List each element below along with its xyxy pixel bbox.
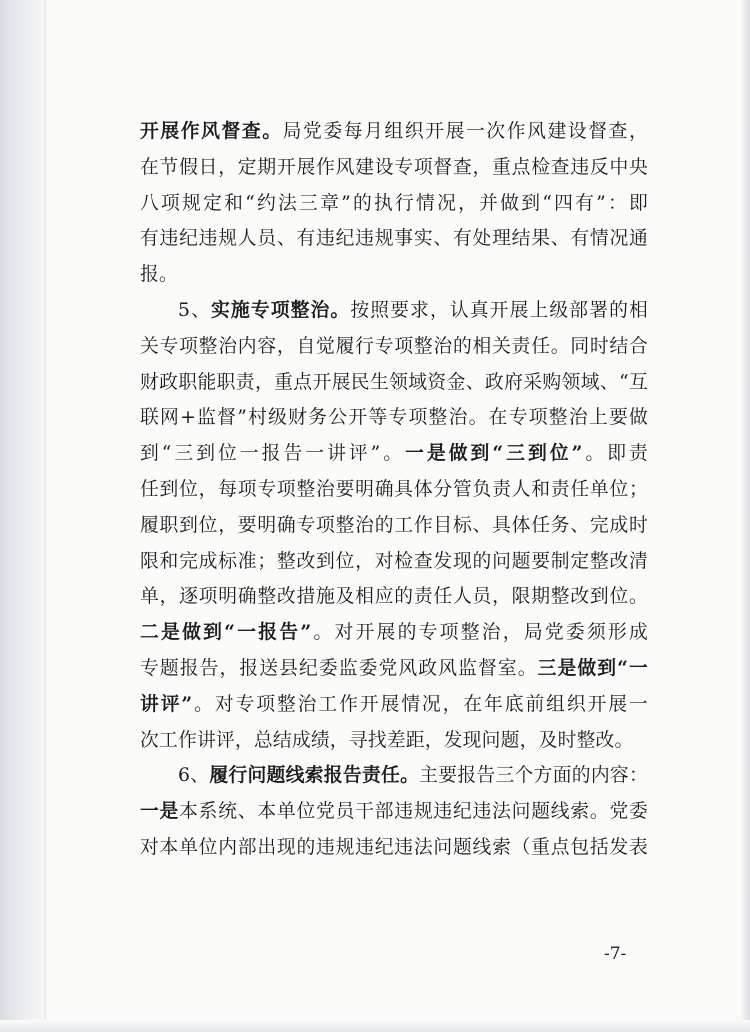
text-line	[140, 365, 648, 401]
bold-text-segment: 讲评”	[140, 692, 193, 715]
text-line	[140, 150, 648, 186]
text-segment: 5、	[178, 299, 211, 321]
text-segment: 本系统、本单位党员干部违规违纪违法问题线索。党委	[179, 801, 648, 823]
text-segment: 按照要求，认真开展上级部署的相	[350, 299, 648, 321]
text-line	[140, 758, 648, 794]
text-line	[140, 544, 648, 580]
bold-text-segment: 二是做到“一报告”	[140, 621, 312, 644]
text-segment: 联网+监督”村级财务公开等专项整治。在专项整治上要做	[140, 407, 648, 429]
text-line	[140, 436, 648, 472]
text-segment: 。即责	[582, 443, 648, 465]
text-line	[140, 794, 648, 830]
text-line	[140, 257, 648, 293]
text-segment: 到“三到位一报告一讲评”。	[140, 443, 406, 465]
text-segment: 八项规定和“约法三章”的执行情况，并做到“四有”：即	[140, 192, 648, 214]
text-line	[140, 723, 648, 759]
text-segment: 单，逐项明确整改措施及相应的责任人员，限期整改到位。	[140, 586, 648, 608]
text-segment: 限和完成标准；整改到位，对检查发现的问题要制定整改清	[140, 550, 648, 572]
text-line	[140, 615, 648, 651]
text-segment: 财政职能职责，重点开展民生领域资金、政府采购领域、“互	[140, 371, 648, 393]
text-segment: 关专项整治内容，自觉履行专项整治的相关责任。同时结合	[140, 335, 648, 357]
text-line	[140, 651, 648, 687]
bold-text-segment: 三是做到“一	[537, 656, 648, 679]
text-line	[140, 293, 648, 329]
scan-edge-right	[740, 0, 750, 1032]
text-line	[140, 329, 648, 365]
bold-text-segment: 一是做到“三到位”	[405, 442, 583, 465]
text-segment: 专题报告，报送县纪委监委党风政风监督室。	[140, 657, 538, 679]
text-segment: 6、	[178, 765, 210, 787]
text-segment: 在节假日，定期开展作风建设专项督查，重点检查违反中央	[140, 156, 648, 178]
text-segment: 。对开展的专项整治，局党委须形成	[311, 622, 649, 644]
bold-text-segment: 履行问题线索报告责任。	[209, 764, 420, 787]
bold-text-segment: 一是	[140, 800, 180, 823]
text-line	[140, 221, 648, 257]
bold-text-segment: 开展作风督查。	[140, 120, 283, 142]
text-segment: 次工作讲评，总结成绩，寻找差距，发现问题，及时整改。	[140, 729, 634, 751]
text-segment: 对本单位内部出现的违规违纪违法问题线索（重点包括发表	[140, 836, 648, 858]
text-line	[140, 687, 648, 723]
text-line	[140, 400, 648, 436]
text-segment: 有违纪违规人员、有违纪违规事实、有处理结果、有情况通	[140, 228, 648, 250]
text-segment: 报。	[140, 264, 178, 286]
scan-edge-bottom	[0, 1020, 750, 1032]
text-segment: 主要报告三个方面的内容：	[419, 765, 648, 787]
text-segment: 。对专项整治工作开展情况，在年底前组织开展一	[192, 693, 648, 715]
text-line	[140, 579, 648, 615]
text-line	[140, 830, 648, 866]
text-segment: 局党委每月组织开展一次作风建设督查，	[282, 121, 648, 142]
text-line	[140, 472, 648, 508]
scan-fold-shadow	[44, 0, 48, 1032]
text-line	[140, 114, 648, 150]
page-number: -7-	[604, 944, 627, 964]
text-line	[140, 508, 648, 544]
scan-edge-left	[0, 0, 44, 1032]
text-segment: 履职到位，要明确专项整治的工作目标、具体任务、完成时	[140, 514, 648, 536]
bold-text-segment: 实施专项整治。	[210, 298, 351, 321]
text-segment: 任到位，每项专项整治要明确具体分管负责人和责任单位；	[140, 478, 648, 500]
body-text	[140, 114, 648, 866]
text-line	[140, 186, 648, 222]
